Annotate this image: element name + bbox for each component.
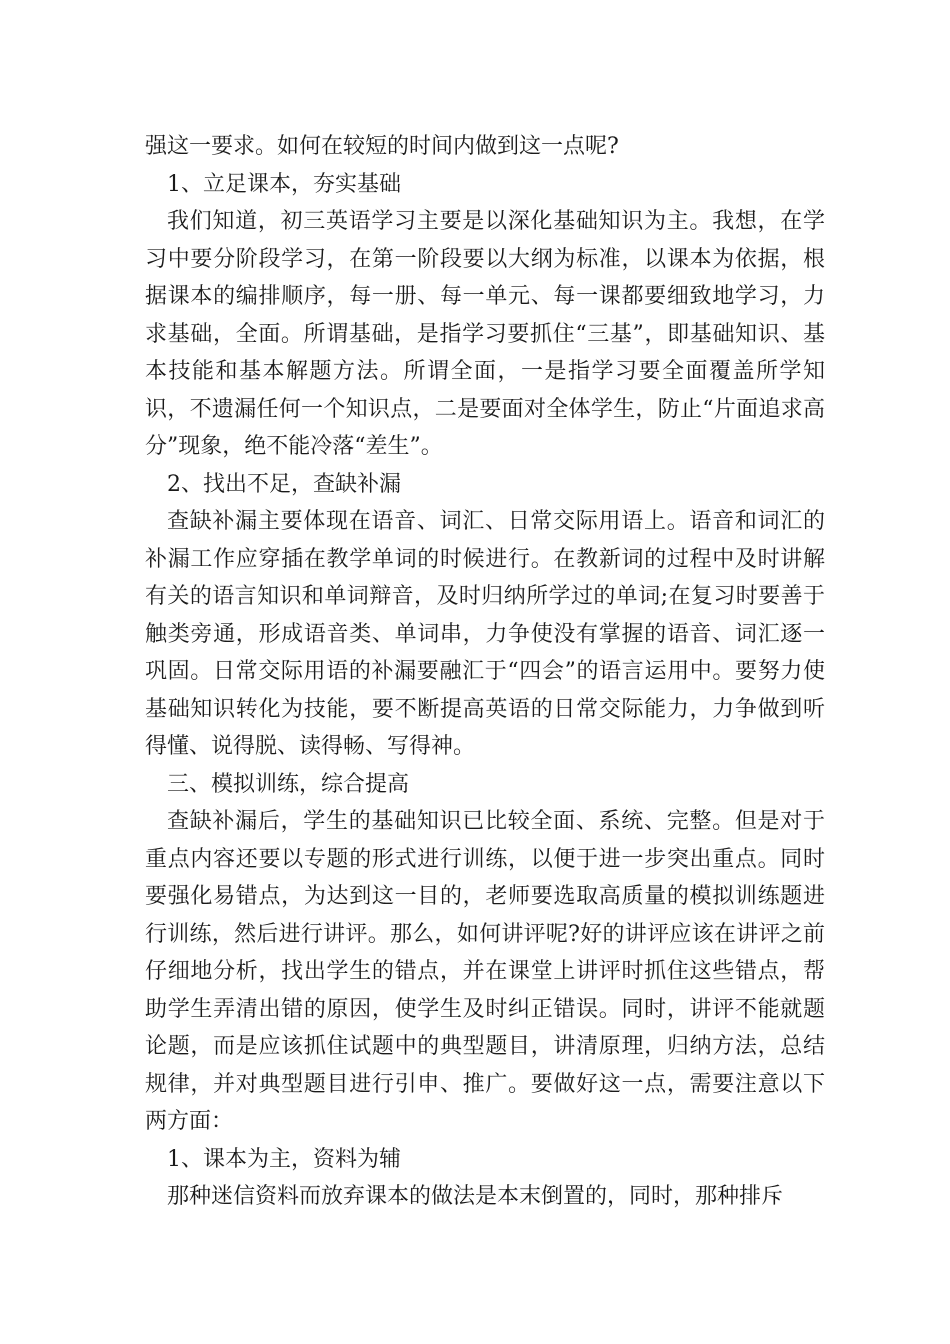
section-heading: 三、模拟训练，综合提高 (167, 771, 410, 797)
paragraph: 查缺补漏后，学生的基础知识已比较全面、系统、完整。但是对于重点内容还要以专题的形式进行训练，以便于进一步突出重点。同时要强化易错点，为达到这一目的，老师要选取高质量的模拟训练题进行训练，然后进行讲评。那么，如何讲评呢?好的讲评应该在讲评之前仔细地分析，找出学生的错点，并在课堂上讲评时抓住这些错点，帮助学生弄清出错的原因，使学生及时纠正错误。同时，讲评不能就题论题，而是应该抓住试题中的典型题目，讲清原理，归纳方法，总结规律，并对典型题目进行引申、推广。要做好这一点，需要注意以下两方面： (145, 809, 825, 1134)
paragraph: 强这一要求。如何在较短的时间内做到这一点呢? (145, 134, 619, 159)
paragraph: 我们知道，初三英语学习主要是以深化基础知识为主。我想，在学习中要分阶段学习，在第一阶段要以大纲为标准，以课本为依据，根据课本的编排顺序，每一册、每一单元、每一课都要细致地学习，力求基础，全面。所谓基础，是指学习要抓住“三基”，即基础知识、基本技能和基本解题方法。所谓全面，一是指学习要全面覆盖所学知识，不遗漏任何一个知识点，二是要面对全体学生，防止“片面追求高分”现象，绝不能冷落“差生”。 (145, 209, 825, 459)
section-heading: 2、找出不足，查缺补漏 (167, 471, 401, 497)
section-heading: 1、课本为主，资料为辅 (167, 1146, 401, 1172)
document-body (145, 128, 825, 1216)
paragraph: 那种迷信资料而放弃课本的做法是本末倒置的，同时，那种排斥 (167, 1184, 784, 1209)
paragraph: 查缺补漏主要体现在语音、词汇、日常交际用语上。语音和词汇的补漏工作应穿插在教学单词的时候进行。在教新词的过程中及时讲解有关的语言知识和单词辩音，及时归纳所学过的单词;在复习时要善于触类旁通，形成语音类、单词串，力争使没有掌握的语音、词汇逐一巩固。日常交际用语的补漏要融汇于“四会”的语言运用中。要努力使基础知识转化为技能，要不断提高英语的日常交际能力，力争做到听得懂、说得脱、读得畅、写得神。 (145, 509, 825, 759)
section-heading: 1、立足课本，夯实基础 (167, 171, 401, 197)
